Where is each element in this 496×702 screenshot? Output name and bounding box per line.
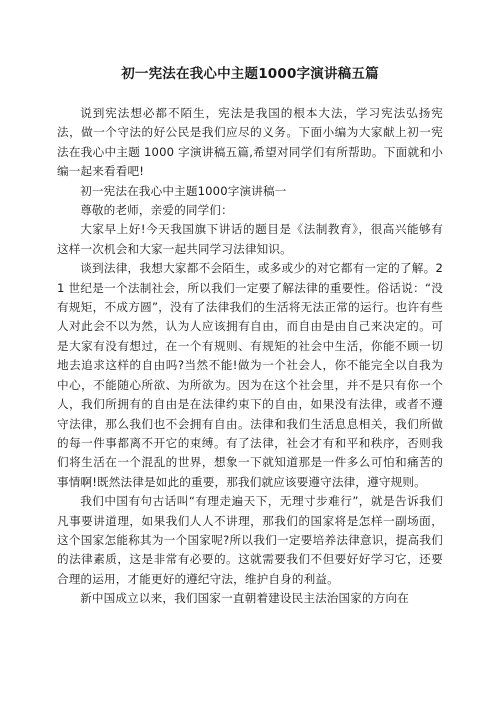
- salutation: 尊敬的老师，亲爱的同学们：: [80, 203, 233, 218]
- speech-heading: 初一宪法在我心中主题1000字演讲稿一: [80, 183, 287, 198]
- body-paragraph: 谈到法律，我想大家都不会陌生，或多或少的对它都有一定的了解。21 世纪是一个法制社会，所以我们一定要了解法律的重要性。俗话说：“没有规矩，不成方圆”，没有了法律我们的生活将无法正常的运行。也许有些人对此会不以为然，认为人应该拥有自由，而自由是由自己来决定的。可是大家有没有想过，在一个有规则、有规矩的社会中生活，你能不顾一切地去追求这样的自由吗?当然不能!做为一个社会人，你不能完全以自我为中心，不能随心所欲、为所欲为。因为在这个社会里，并不是只有你一个人，我们所拥有的自由是在法律约束下的自由，如果没有法律，或者不遵守法律，那么我们也不会拥有自由。法律和我们生活息息相关，我们所做的每一件事都离不开它的束缚。有了法律，社会才有和平和秩序，否则我们将生活在一个混乱的世界，想象一下就知道那是一件多么可怕和痛苦的事情啊!既然法律是如此的重要，那我们就应该要遵守法律，遵守规则。: [57, 261, 443, 489]
- document-title: 初一宪法在我心中主题1000字演讲稿五篇: [121, 66, 379, 82]
- body-paragraph: 大家早上好!今天我国旗下讲话的题目是《法制教育》，很高兴能够有这样一次机会和大家一起共同学习法律知识。: [57, 222, 443, 256]
- body-paragraph: 我们中国有句古话叫“有理走遍天下，无理寸步难行”，就是告诉我们凡事要讲道理，如果我们人人不讲理，那我们的国家将是怎样一副场面，这个国家怎能称其为一个国家呢?所以我们一定要培养法律意识，提高我们的法律素质，这是非常有必要的。这就需要我们不但要好好学习它，还要合理的运用，才能更好的遵纪守法，维护自身的利益。: [57, 494, 443, 586]
- body-paragraph: 新中国成立以来，我们国家一直朝着建设民主法治国家的方向在: [80, 591, 410, 606]
- intro-paragraph: 说到宪法想必都不陌生，宪法是我国的根本大法，学习宪法弘扬宪法，做一个守法的好公民是我们应尽的义务。下面小编为大家献上初一宪法在我心中主题 1000 字演讲稿五篇,希望对同学们有所帮助。下面就和小编一起来看看吧!: [57, 106, 443, 179]
